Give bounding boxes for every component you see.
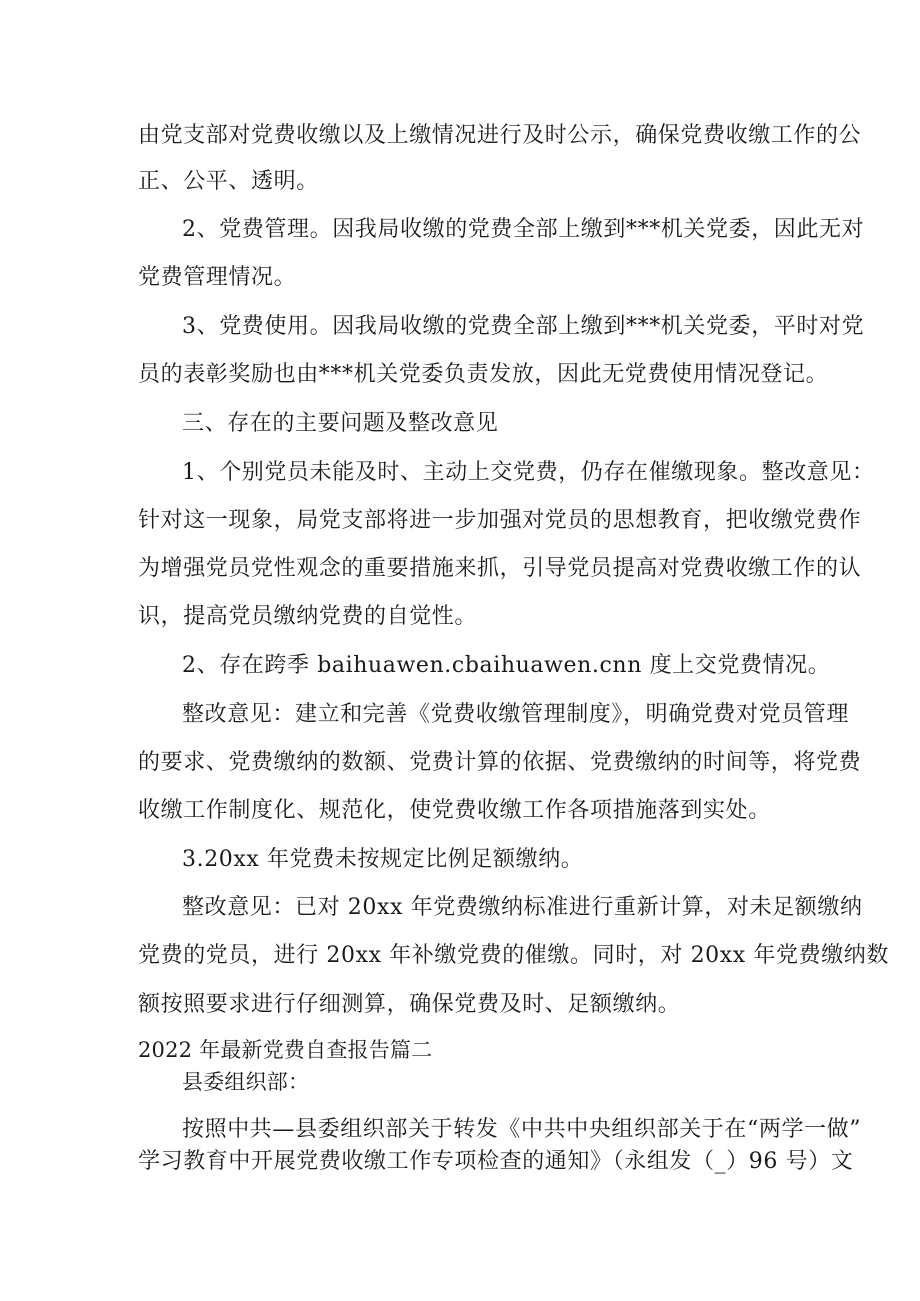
text-line: 额按照要求进行仔细测算，确保党费及时、足额缴纳。 [138,992,681,1017]
text-line: 员的表彰奖励也由***机关党委负责发放，因此无党费使用情况登记。 [138,362,829,387]
text-line: 为增强党员党性观念的重要措施来抓，引导党员提高对党费收缴工作的认 [138,556,862,581]
text-line: 收缴工作制度化、规范化，使党费收缴工作各项措施落到实处。 [138,798,771,823]
addressee: 县委组织部： [182,1070,310,1094]
text-line: 由党支部对党费收缴以及上缴情况进行及时公示，确保党费收缴工作的公 [138,123,862,148]
text-line: 1、个别党员未能及时、主动上交党费，仍存在催缴现象。整改意见： [182,460,875,485]
text-line: 针对这一现象，局党支部将进一步加强对党员的思想教育，把收缴党费作 [138,508,862,533]
text-line: 按照中共—县委组织部关于转发《中共中央组织部关于在“两学一做” [182,1117,862,1142]
text-line: 整改意见：已对 20xx 年党费缴纳标准进行重新计算，对未足额缴纳 [182,895,863,920]
text-line: 的要求、党费缴纳的数额、党费计算的依据、党费缴纳的时间等，将党费 [138,750,862,775]
section-heading: 三、存在的主要问题及整改意见 [182,411,499,436]
text-line: 识，提高党员缴纳党费的自觉性。 [138,604,478,629]
text-line: 整改意见：建立和完善《党费收缴管理制度》，明确党费对党员管理 [182,702,850,727]
text-line: 3、党费使用。因我局收缴的党费全部上缴到***机关党委，平时对党 [182,314,865,339]
text-line: 3.20xx 年党费未按规定比例足额缴纳。 [182,847,584,872]
text-line: 学习教育中开展党费收缴工作专项检查的通知》（永组发（_）96 号）文 [138,1149,854,1174]
text-line: 党费管理情况。 [138,265,297,290]
text-line: 正、公平、透明。 [138,169,319,194]
text-line: 党费的党员，进行 20xx 年补缴党费的催缴。同时，对 20xx 年党费缴纳数 [138,943,889,968]
article-title: 2022 年最新党费自查报告篇二 [138,1038,433,1062]
text-line: 2、存在跨季 baihuawen.cbaihuawen.cnn 度上交党费情况。 [182,653,831,678]
text-line: 2、党费管理。因我局收缴的党费全部上缴到***机关党委，因此无对 [182,217,865,242]
